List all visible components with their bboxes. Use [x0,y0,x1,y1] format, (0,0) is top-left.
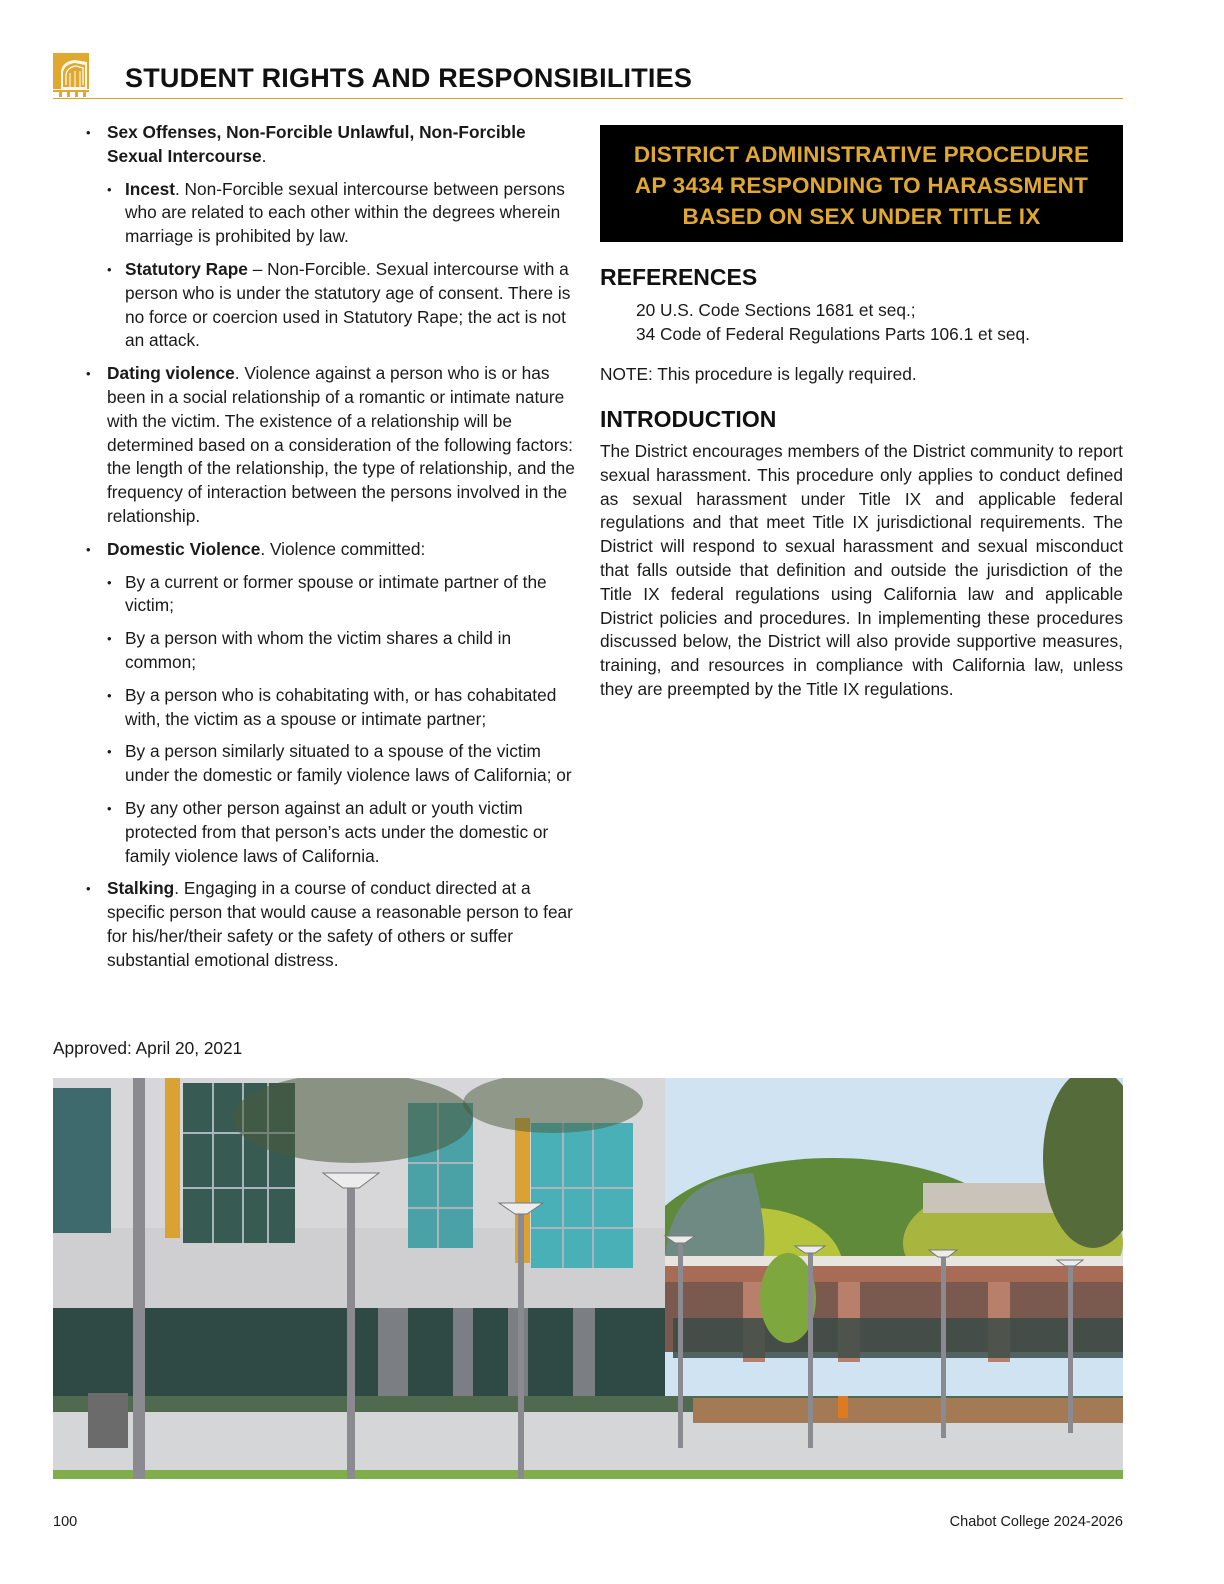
list-item-sex-offenses [86,121,581,353]
left-column [86,121,581,982]
sub-list [107,178,581,354]
list-item: • By a person similarly situated to a spouse of the victim under the domestic or family violence laws of California; or [107,740,581,788]
list-item-incest [107,178,581,249]
list-item-statutory-rape [107,258,581,353]
list-item: • By a person with whom the victim shares a child in common; [107,627,581,675]
publication-footer: Chabot College 2024-2026 [949,1514,1123,1530]
procedure-title-line: BASED ON SEX UNDER TITLE IX [682,204,1041,229]
term-incest: Incest [125,178,175,199]
procedure-title-line: AP 3434 RESPONDING TO HARASSMENT [634,173,1089,198]
page-title: STUDENT RIGHTS AND RESPONSIBILITIES [125,63,693,93]
definitions-list [86,121,581,973]
list-item: • By a person who is cohabitating with, or has cohabitated with, the victim as a spouse or intimate partner; [107,684,581,732]
list-item-domestic-violence [86,538,581,869]
legal-note: NOTE: This procedure is legally required. [600,364,917,384]
right-column [600,125,1123,702]
term-statutory-rape: Statutory Rape [125,258,248,279]
term-sex-offenses: Sex Offenses, Non-Forcible Unlawful, Non-Forcible Sexual Intercourse [107,122,526,166]
term-dating-violence: Dating violence [107,363,235,384]
definition-text: . [261,145,267,166]
list-item: • By any other person against an adult or youth victim protected from that person’s acts under the domestic or family violence laws of California. [107,797,581,868]
definition-text: . Violence against a person who is or has been in a social relationship of a romantic or intimate nature with the victim. The existence of a relationship will be determined based on a consideration of the following factors: the length of the relationship, the type of relationship, and the frequency of interaction between the persons involved in the relationship. [107,363,575,526]
sub-list [107,571,581,869]
term-stalking: Stalking [107,878,175,899]
list-item-stalking [86,877,581,972]
definition-text: . Violence committed: [260,538,426,559]
approved-date: Approved: April 20, 2021 [53,1038,243,1058]
definition-text: . Non-Forcible sexual intercourse between persons who are related to each other within the degrees wherein marriage is prohibited by law. [125,178,565,247]
chabot-college-logo-icon [53,53,89,97]
reference-item: 20 U.S. Code Sections 1681 et seq.; [636,300,916,320]
definition-text: . Engaging in a course of conduct directed at a specific person that would cause a reasonable person to fear for his/her/their safety or the safety of others or suffer substantial emotional distress. [107,878,573,970]
term-domestic-violence: Domestic Violence [107,538,261,559]
introduction-paragraph: The District encourages members of the District community to report sexual harassment. This procedure only applies to conduct defined as sexual harassment under Title IX and applicable federal regulations and that meet Title IX jurisdictional requirements. The District will respond to sexual harassment and sexual misconduct that falls outside that definition and outside the jurisdiction of the Title IX federal regulations using California law and applicable District policies and procedures. In implementing these procedures discussed below, the District will also provide supportive measures, training, and resources in compliance with California law, unless they are preempted by the Title IX regulations. [600,441,1123,699]
campus-photo-illustration [53,1078,1123,1479]
references-heading: REFERENCES [600,264,758,290]
title-divider [53,98,1123,99]
procedure-title-box [600,125,1123,242]
campus-photo [53,1078,1123,1479]
page-number: 100 [53,1514,78,1530]
introduction-heading: INTRODUCTION [600,406,777,432]
list-item: • By a current or former spouse or intimate partner of the victim; [107,571,581,619]
reference-item: 34 Code of Federal Regulations Parts 106.1 et seq. [636,324,1030,344]
list-item-dating-violence [86,362,581,529]
references-list [600,298,1123,346]
definition-text: – Non-Forcible. Sexual intercourse with a person who is under the statutory age of consent. There is no force or coercion used in Statutory Rape; the act is not an attack. [125,258,571,351]
procedure-title-line: DISTRICT ADMINISTRATIVE PROCEDURE [633,142,1090,167]
